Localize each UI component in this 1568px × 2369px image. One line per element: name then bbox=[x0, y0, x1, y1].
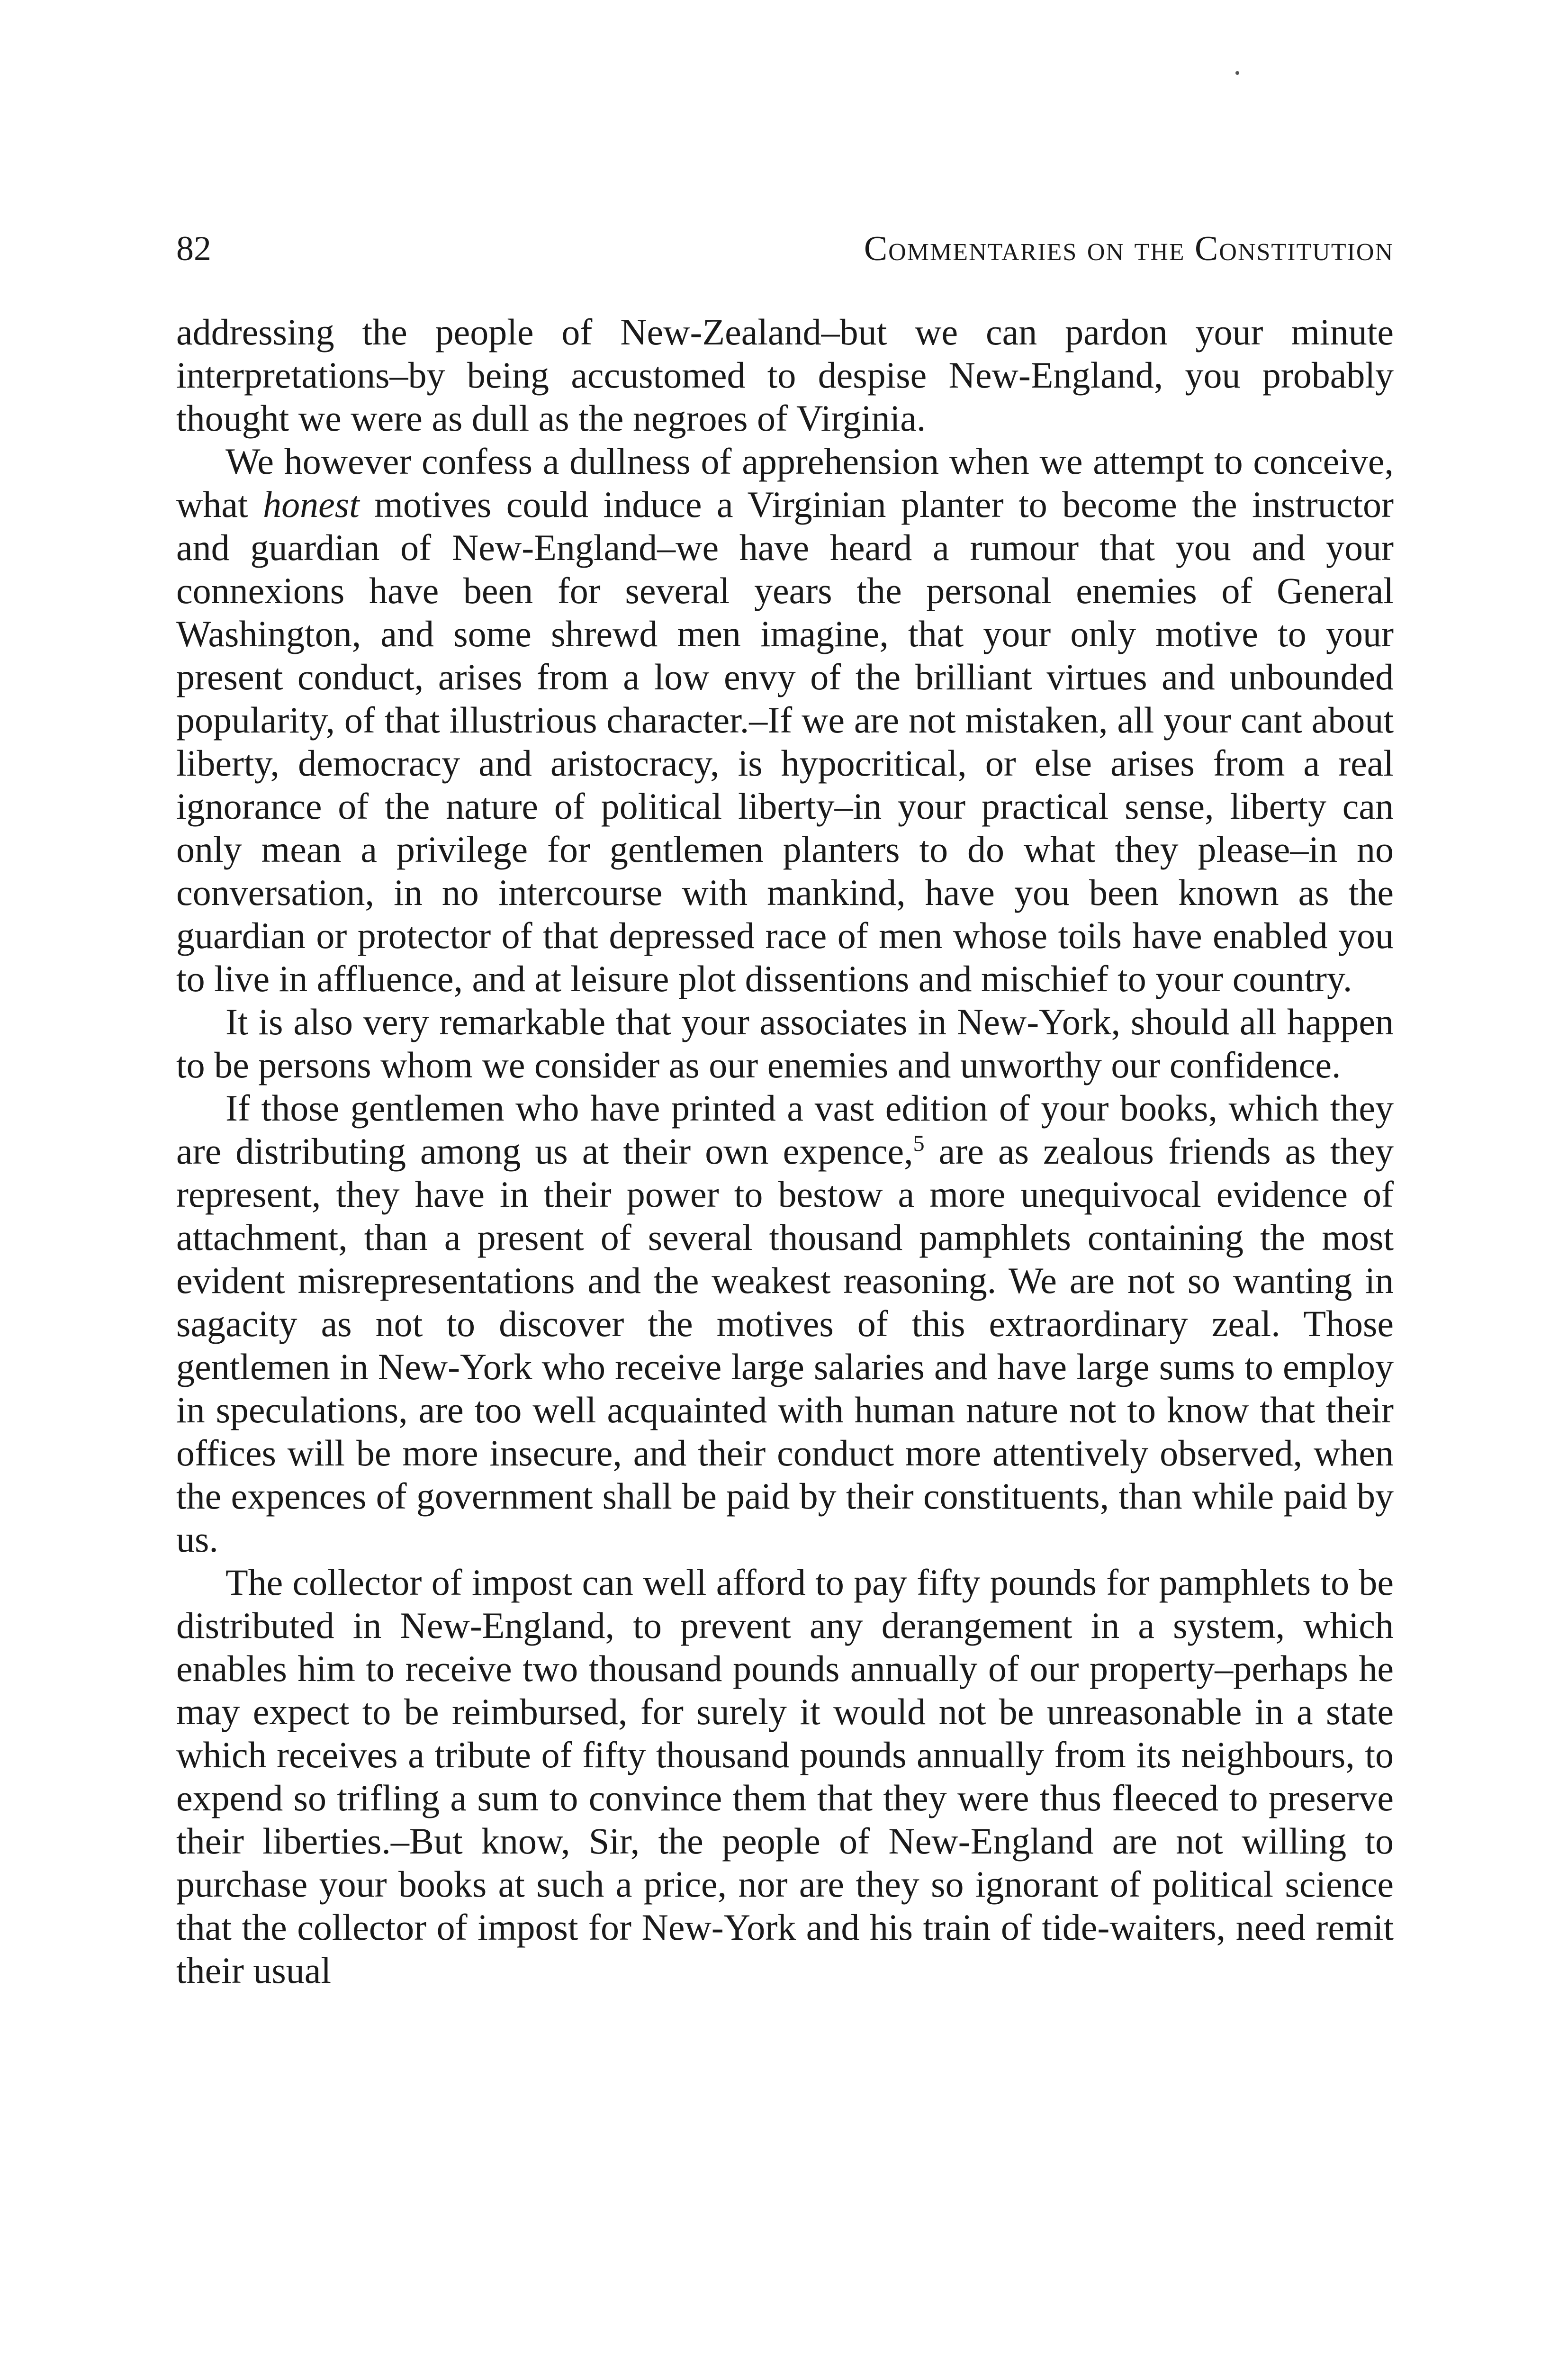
paragraph-4-text-start: If those gentlemen who have printed a vast edition of your books, which they are distributing among us at their own expence, bbox=[176, 1087, 1394, 1172]
running-head bbox=[176, 223, 1394, 275]
paragraph-3-text: It is also very remarkable that your associates in New-York, should all happen to be persons whom we consider as our enemies and unworthy our confidence. bbox=[176, 1001, 1394, 1085]
paragraph-1-text: addressing the people of New-Zealand–but we can pardon your minute interpretations–by being accustomed to despise New-England, you probably thought we were as dull as the negroes of Virginia. bbox=[176, 311, 1394, 439]
footnote-reference: 5 bbox=[913, 1131, 925, 1156]
paragraph-4 bbox=[176, 1086, 1394, 1561]
running-title: Commentaries on the Constitution bbox=[864, 229, 1394, 268]
paragraph-4-text-end: are as zealous friends as they represent, they have in their power to bestow a more unequivocal evidence of attachment, than a present of several thousand pamphlets containing the most evident misrepresentations and the weakest reasoning. We are not so wanting in sagacity as not to discover the motives of this extraordinary zeal. Those gentlemen in New-York who receive large salaries and have large sums to employ in speculations, are too well acquainted with human nature not to know that their offices will be more insecure, and their conduct more attentively observed, when the expences of government shall be paid by their constituents, than while paid by us. bbox=[176, 1130, 1394, 1560]
paragraph-2-text-start: We however confess a dullness of apprehension when we attempt to conceive, what bbox=[176, 441, 1394, 525]
paragraph-5-text: The collector of impost can well afford to pay fifty pounds for pamphlets to be distributed in New-England, to prevent any derangement in a system, which enables him to receive two thousand pounds annually of our property–perhaps he may expect to be reimbursed, for surely it would not be unreasonable in a state which receives a tribute of fifty thousand pounds annually from its neighbours, to expend so trifling a sum to convince them that they were thus fleeced to preserve their liberties.–But know, Sir, the people of New-England are not willing to purchase your books at such a price, nor are they so ignorant of political science that the collector of impost for New-York and his train of tide-waiters, need remit their usual bbox=[176, 1562, 1394, 1991]
paragraph-2-text-end: motives could induce a Virginian planter to become the instructor and guardian of New-England–we have heard a rumour that you and your connexions have been for several years the personal enemies of General Washington, and some shrewd men imagine, that your only motive to your present conduct, arises from a low envy of the brilliant virtues and unbounded popularity, of that illustrious character.–If we are not mistaken, all your cant about liberty, democracy and aristocracy, is hypocritical, or else arises from a real ignorance of the nature of political liberty–in your practical sense, liberty can only mean a privilege for gentlemen planters to do what they please–in no conversation, in no intercourse with mankind, have you been known as the guardian or protector of that depressed race of men whose toils have enabled you to live in affluence, and at leisure plot dissentions and mischief to your country. bbox=[176, 484, 1394, 999]
page-speck bbox=[1235, 71, 1239, 75]
page-number: 82 bbox=[176, 229, 211, 268]
paragraph-5 bbox=[176, 1561, 1394, 1992]
paragraph-1 bbox=[176, 310, 1394, 440]
paragraph-3 bbox=[176, 1000, 1394, 1086]
paragraph-2 bbox=[176, 440, 1394, 1000]
emphasis-honest: honest bbox=[263, 484, 360, 525]
body-text bbox=[176, 310, 1394, 1992]
